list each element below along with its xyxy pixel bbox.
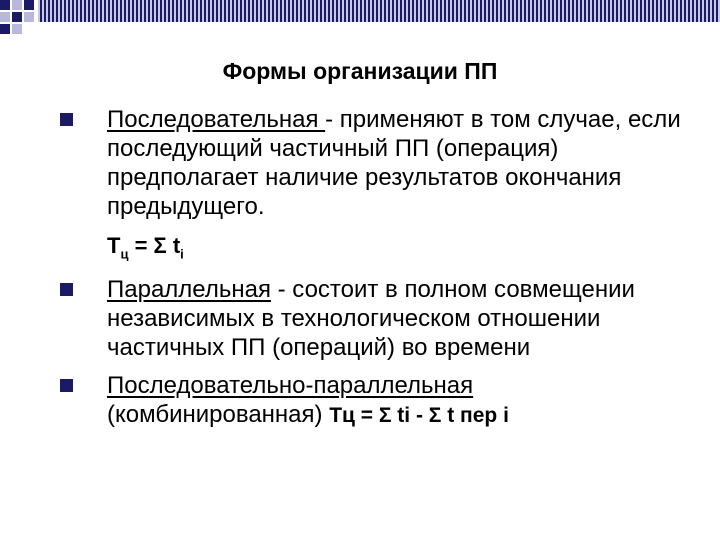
header-decoration <box>0 0 720 44</box>
bullet-term: Последовательно-параллельная <box>107 372 474 400</box>
bullet-item-sequential <box>60 105 700 221</box>
bullet-text: - применяют в том случае, если последующий частичный ПП (операция) предполагает наличие результатов окончания предыдущего. <box>107 106 681 220</box>
bullet-list <box>60 105 700 430</box>
bullet-term: Параллельная <box>107 276 271 304</box>
bullet-text: - состоит в полном совмещении независимых в технологическом отношении частичных ПП (операций) во времени <box>107 276 635 362</box>
bullet-item-sequential-parallel <box>60 371 700 430</box>
combined-formula: Тц = Σ ti - Σ t пер i <box>329 404 509 428</box>
slide-title: Формы организации ПП <box>222 58 498 84</box>
square-bullet-icon <box>60 113 73 126</box>
sequential-formula: $Т_ц = \Sigma$ $t_i$ <box>107 233 184 262</box>
bullet-term: Последовательная <box>107 106 326 133</box>
bullet-item-parallel <box>60 275 700 362</box>
bullet-text: (комбинированная) <box>107 401 330 429</box>
square-bullet-icon <box>60 283 73 296</box>
square-bullet-icon <box>60 379 73 392</box>
